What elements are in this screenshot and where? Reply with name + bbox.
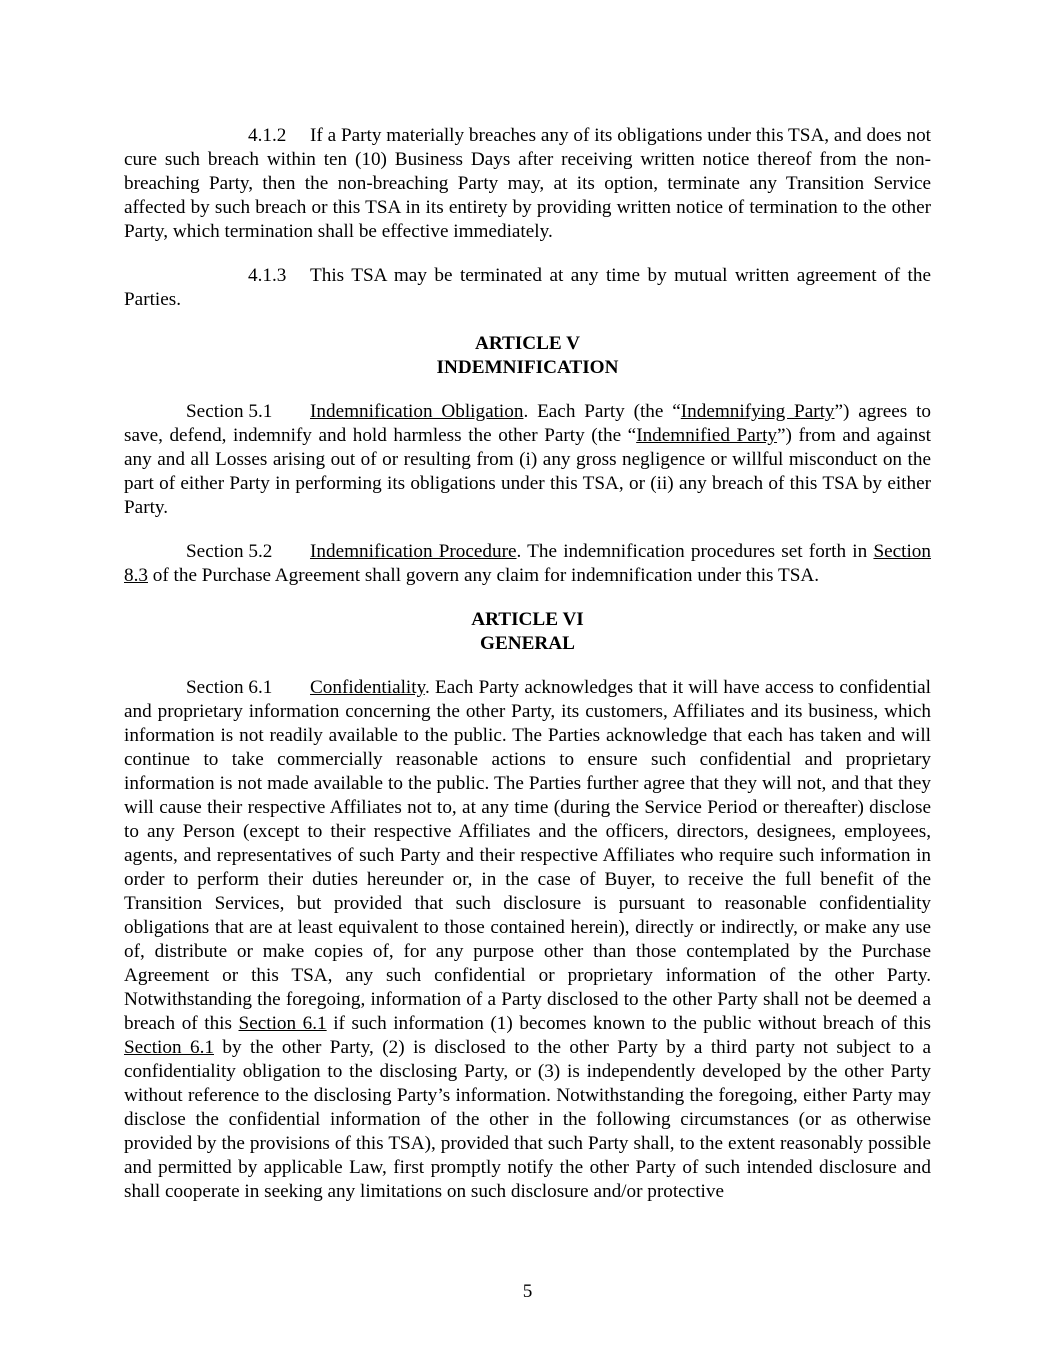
section-heading: Indemnification Procedure [310,541,517,562]
section-text: of the Purchase Agreement shall govern any claim for indemnification under this TSA. [147,565,820,586]
clause-number: 4.1.2 [248,125,287,146]
cross-reference: Section 6.1 [238,1013,327,1034]
defined-term: Indemnified Party [636,425,778,446]
document-page [124,124,931,1204]
section-label: Section 5.1 [186,401,273,422]
defined-term: Indemnifying Party [680,401,835,422]
article-v-heading [124,332,931,380]
section-text: . Each Party (the “ [523,401,681,422]
section-heading: Indemnification Obligation [310,401,524,422]
section-5-2 [124,540,931,588]
paragraph-4-1-3 [124,264,931,312]
article-title: INDEMNIFICATION [436,357,619,378]
section-text: . The indemnification procedures set forth in [516,541,874,562]
cross-reference: Section 8.3 [124,541,931,586]
section-heading: Confidentiality [310,677,425,698]
section-text: . Each Party acknowledges that it will have access to confidential and proprietary information concerning the other Party, its customers, Affiliates and its business, which information is not readily available to the public. The Parties acknowledge that each has taken and will continue to take commercially reasonable actions to ensure such confidential and proprietary information is not made available to the public. The Parties further agree that they will not, and that they will cause their respective Affiliates not to, at any time (during the Service Period or thereafter) disclose to any Person (except to their respective Affiliates and the officers, directors, designees, employees, agents, and representatives of such Party and their respective Affiliates who require such information in order to perform their duties hereunder or, in the case of Buyer, to receive the full benefit of the Transition Services, but provided that such disclosure is pursuant to reasonable confidentiality obligations that are at least equivalent to those contained herein), directly or indirectly, or make any use of, distribute or make copies of, for any purpose other than those contemplated by the Purchase Agreement or this TSA, any such confidential or proprietary information of the other Party. Notwithstanding the foregoing, information of a Party disclosed to the other Party shall not be deemed a breach of this [124,677,931,1034]
paragraph-4-1-2 [124,124,931,244]
clause-text: If a Party materially breaches any of its obligations under this TSA, and does not cure such breach within ten (10) Business Days after receiving written notice thereof from the non-breaching Party, then the non-breaching Party may, at its option, terminate any Transition Service affected by such breach or this TSA in its entirety by providing written notice of termination to the other Party, which termination shall be effective immediately. [124,125,931,242]
section-text: ”) from and against any and all Losses arising out of or resulting from (i) any gross negligence or willful misconduct on the part of either Party in performing its obligations under this TSA, or (ii) any breach of this TSA by either Party. [124,425,931,518]
clause-number: 4.1.3 [248,265,287,286]
page-number: 5 [522,1281,533,1302]
article-number: ARTICLE V [474,333,581,354]
article-vi-heading [124,608,931,656]
section-text: by the other Party, (2) is disclosed to the other Party by a third party not subject to a confidentiality obligation to the disclosing Party, or (3) is independently developed by the other Party without reference to the disclosing Party’s information. Notwithstanding the foregoing, either Party may disclose the confidential information of the other in the following circumstances (or as otherwise provided by the provisions of this TSA), provided that such Party shall, to the extent reasonably possible and permitted by applicable Law, first promptly notify the other Party of such intended disclosure and shall cooperate in seeking any limitations on such disclosure and/or protective [124,1037,931,1202]
clause-text: This TSA may be terminated at any time by mutual written agreement of the Parties. [124,265,931,310]
cross-reference: Section 6.1 [124,1037,214,1058]
section-5-1 [124,400,931,520]
section-label: Section 5.2 [186,541,273,562]
section-text: ”) agrees to save, defend, indemnify and hold harmless the other Party (the “ [124,401,932,446]
section-6-1 [124,676,931,1204]
article-number: ARTICLE VI [471,609,584,630]
article-title: GENERAL [480,633,575,654]
section-label: Section 6.1 [186,677,273,698]
section-text: if such information (1) becomes known to the public without breach of this [326,1013,931,1034]
